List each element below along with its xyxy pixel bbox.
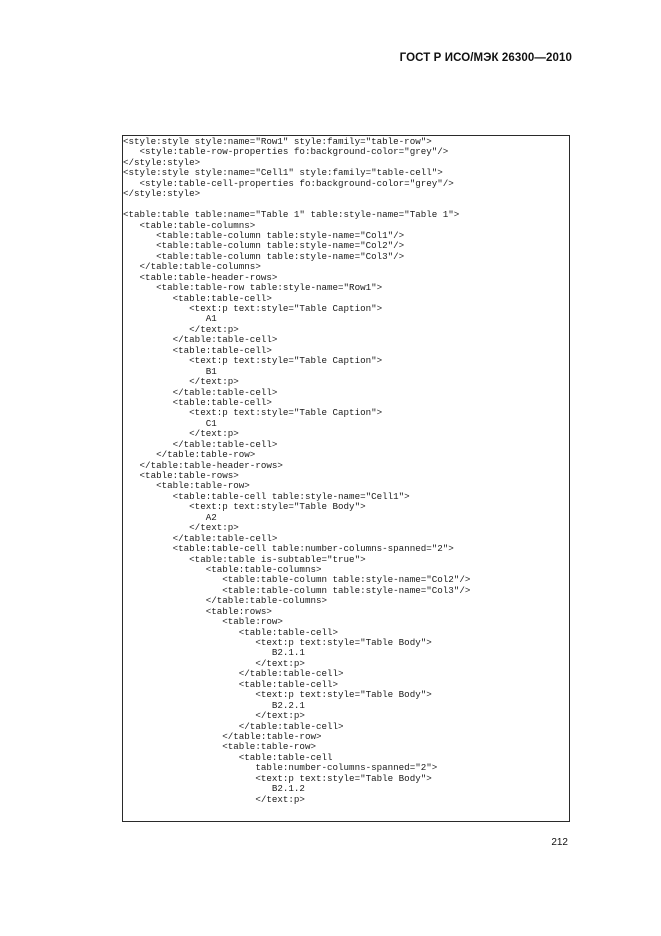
code-line: <text:p text:style="Table Caption"> (123, 303, 383, 314)
code-line: <table:table-row> (123, 741, 316, 753)
code-line: <text:p text:style="Table Body"> (123, 689, 432, 701)
code-line: table:number-columns-spanned="2"> (123, 762, 438, 774)
code-line: <table:rows> (123, 605, 272, 617)
page-number: 212 (551, 837, 568, 848)
code-line: B1 (123, 365, 217, 377)
code-line: </table:table-header-rows> (123, 459, 283, 471)
code-line: <table:table-cell> (123, 626, 339, 638)
code-line: <style:table-row-properties fo:background-color="grey"/> (123, 146, 449, 158)
code-line: </text:p> (123, 522, 239, 534)
code-line: <table:table-columns> (123, 563, 322, 575)
code-line: <table:table-columns> (123, 219, 256, 231)
code-line: A1 (123, 313, 217, 325)
code-line: <style:style style:name="Row1" style:family="table-row"> (123, 136, 432, 147)
code-line: B2.1.2 (123, 783, 305, 795)
code-listing (122, 135, 570, 822)
code-line: <table:table-cell> (123, 678, 339, 690)
code-line: <style:table-cell-properties fo:background-color="grey"/> (123, 177, 454, 189)
code-line: </text:p> (123, 793, 305, 805)
code-line: </table:table-cell> (123, 334, 278, 346)
code-line: <table:table-cell> (123, 396, 272, 408)
code-line: <table:table-cell table:style-name="Cell1"> (123, 490, 410, 502)
code-line: </table:table-row> (123, 730, 322, 742)
code-line: <table:table-column table:style-name="Col3"/> (123, 250, 405, 262)
code-line: B2.2.1 (123, 699, 305, 711)
code-line: </table:table-cell> (123, 720, 344, 732)
code-line: C1 (123, 417, 217, 429)
code-line: <table:table-row> (123, 480, 250, 492)
code-line: <text:p text:style="Table Body"> (123, 772, 432, 784)
code-line: <table:table-cell (123, 751, 333, 763)
code-line: <text:p text:style="Table Caption"> (123, 355, 383, 367)
code-line: <style:style style:name="Cell1" style:family="table-cell"> (123, 167, 443, 179)
code-line: <table:table-header-rows> (123, 271, 278, 283)
code-line: </table:table-cell> (123, 532, 278, 544)
code-line: </table:table-columns> (123, 261, 261, 273)
code-line: </style:style> (123, 188, 201, 200)
code-line: </text:p> (123, 323, 239, 335)
code-line: <table:table-column table:style-name="Col2"/> (123, 574, 471, 586)
page-header-standard: ГОСТ Р ИСО/МЭК 26300—2010 (399, 52, 572, 64)
code-line: B2.1.1 (123, 647, 305, 659)
code-line: </text:p> (123, 657, 305, 669)
code-line: <table:table-column table:style-name="Col1"/> (123, 229, 405, 241)
code-line: <table:table is-subtable="true"> (123, 553, 366, 565)
code-line: <text:p text:style="Table Caption"> (123, 407, 383, 419)
code-line: <table:table-cell> (123, 344, 272, 356)
code-line: </table:table-row> (123, 449, 256, 461)
code-line: <table:table-cell> (123, 292, 272, 304)
code-line: <text:p text:style="Table Body"> (123, 501, 366, 513)
code-line: <table:table-column table:style-name="Col3"/> (123, 584, 471, 596)
code-line: <table:table-column table:style-name="Col2"/> (123, 240, 405, 252)
code-line: </style:style> (123, 156, 201, 168)
code-line: </table:table-columns> (123, 595, 327, 607)
code-line: </text:p> (123, 710, 305, 722)
code-line: A2 (123, 511, 217, 523)
code-line: </table:table-cell> (123, 668, 344, 680)
code-line: </text:p> (123, 376, 239, 388)
code-line: <table:table-rows> (123, 470, 239, 481)
code-line: <table:table table:name="Table 1" table:style-name="Table 1"> (123, 209, 460, 221)
code-line: <table:table-row table:style-name="Row1"> (123, 282, 383, 294)
code-line: <table:row> (123, 616, 283, 628)
code-line: </table:table-cell> (123, 438, 278, 450)
code-line: </table:table-cell> (123, 386, 278, 398)
code-line: <text:p text:style="Table Body"> (123, 637, 432, 648)
code-line: </text:p> (123, 428, 239, 440)
code-line: <table:table-cell table:number-columns-spanned="2"> (123, 543, 454, 555)
